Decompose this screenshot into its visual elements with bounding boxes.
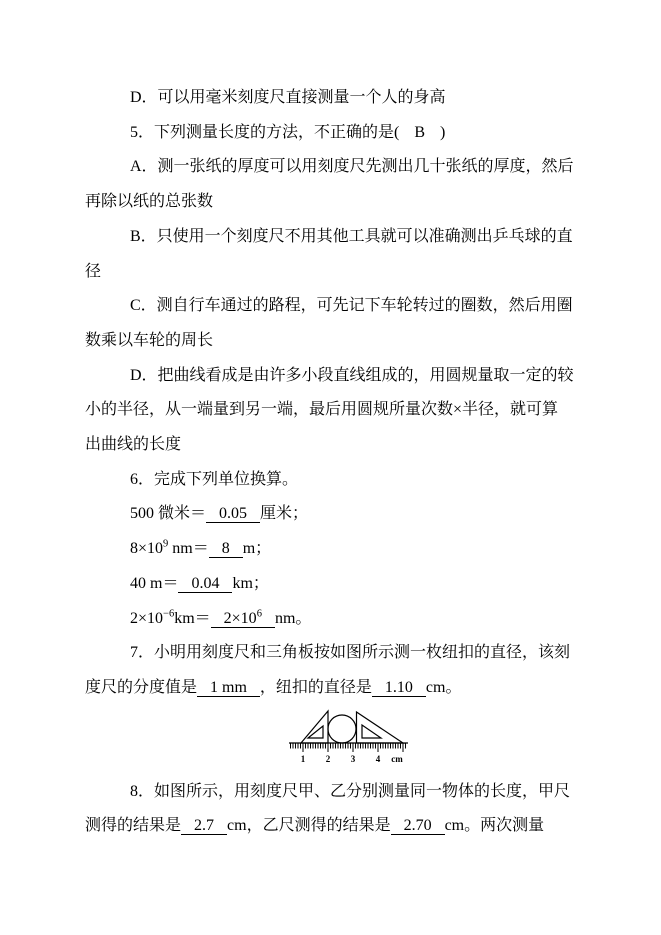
answer-blank — [206, 505, 260, 523]
text-run: 40 m＝ — [130, 574, 179, 592]
ruler-label-1: 1 — [300, 753, 306, 764]
text-run: 小的半径，从一端量到另一端，最后用圆规所量次数×半径，就可算 — [85, 401, 559, 419]
q6-conversion-3 — [85, 567, 615, 602]
text-run: B — [414, 123, 426, 141]
text-run: 6．完成下列单位换算。 — [130, 470, 299, 488]
text-run: 度尺的分度值是 — [85, 678, 198, 696]
q5-stem — [85, 116, 615, 151]
q5-option-d-line1 — [85, 359, 615, 394]
text-run: 8．如图所示，用刻度尺甲、乙分别测量同一物体的长度，甲尺 — [130, 782, 571, 800]
text-run: 2×10 — [223, 609, 257, 627]
text-run: 2.70 — [403, 817, 432, 835]
text-run: cm，乙尺测得的结果是 — [227, 817, 391, 835]
q6-conversion-1 — [85, 497, 615, 532]
text-run: 再除以纸的总张数 — [85, 193, 214, 211]
q5-option-a-line1 — [85, 150, 615, 185]
text-run: 2.7 — [194, 817, 215, 835]
answer-blank — [391, 817, 445, 835]
ruler-label-2: 2 — [325, 753, 331, 764]
q5-option-b-line1 — [85, 220, 615, 255]
q5-option-b-line2 — [85, 255, 615, 290]
text-run: 0.04 — [191, 574, 220, 592]
ruler-label-4: 4 — [375, 753, 381, 764]
text-run: cm。两次测量 — [444, 817, 545, 835]
text-run: 8×10 — [130, 540, 164, 558]
q7-measurement-figure — [85, 706, 615, 775]
text-run: 7．小明用刻度尺和三角板按如图所示测一枚纽扣的直径，该刻 — [130, 644, 571, 662]
text-run: km＝ — [174, 609, 211, 627]
text-run: 1 mm — [210, 678, 247, 696]
text-run: cm。 — [425, 678, 462, 696]
text-run: 径 — [85, 262, 102, 280]
q7-stem-line2 — [85, 671, 615, 706]
answer-blank — [209, 540, 243, 558]
ruler-figure-svg — [285, 706, 412, 772]
text-run: D．把曲线看成是由许多小段直线组成的，用圆规量取一定的较 — [130, 366, 574, 384]
q4-option-d — [85, 81, 615, 116]
q5-option-d-line2 — [85, 393, 615, 428]
ruler-unit-label: cm — [391, 753, 403, 764]
text-run: 8 — [221, 540, 230, 558]
q5-option-c-line1 — [85, 289, 615, 324]
text-run: C．测自行车通过的路程，可先记下车轮转过的圈数，然后用圈 — [130, 297, 573, 315]
text-run: 数乘以车轮的周长 — [85, 331, 214, 349]
text-run: 0.05 — [219, 505, 248, 523]
ruler-label-3: 3 — [350, 753, 356, 764]
text-run: 出曲线的长度 — [85, 436, 182, 454]
text-run: B．只使用一个刻度尺不用其他工具就可以准确测出乒乓球的直 — [130, 227, 573, 245]
text-run: A．测一张纸的厚度可以用刻度尺先测出几十张纸的厚度，然后 — [130, 158, 574, 176]
text-run: 500 微米＝ — [130, 505, 207, 523]
q8-stem-line1 — [85, 775, 615, 810]
text-run: 5．下列测量长度的方法，不正确的是( — [130, 123, 400, 141]
superscript-text: −6 — [163, 608, 175, 620]
text-run: 2×10 — [130, 609, 164, 627]
button-circle — [328, 715, 356, 743]
q5-option-c-line2 — [85, 324, 615, 359]
text-run: 1.10 — [384, 678, 413, 696]
answer-blank — [372, 679, 426, 697]
text-run: ) — [440, 123, 446, 141]
text-run: D．可以用毫米刻度尺直接测量一个人的身高 — [130, 89, 446, 106]
text-run: 厘米； — [260, 505, 309, 523]
q6-conversion-4 — [85, 602, 615, 637]
text-run: ，纽扣的直径是 — [259, 678, 372, 696]
superscript-text: 9 — [163, 538, 169, 550]
text-run: km； — [232, 574, 269, 592]
superscript-text: 6 — [256, 608, 262, 620]
answer-blank — [181, 817, 227, 835]
text-run: nm。 — [274, 609, 312, 627]
q8-stem-line2 — [85, 809, 615, 844]
q7-stem-line1 — [85, 636, 615, 671]
document-content — [85, 81, 615, 844]
q6-stem — [85, 463, 615, 498]
answer-blank — [178, 575, 232, 593]
answer-blank — [211, 610, 275, 628]
ruler-ticks — [291, 743, 406, 752]
q5-option-a-line2 — [85, 185, 615, 220]
text-run: m； — [242, 540, 272, 558]
text-run: 测得的结果是 — [85, 817, 182, 835]
text-run: nm＝ — [168, 540, 209, 558]
q5-option-d-line3 — [85, 428, 615, 463]
q6-conversion-2 — [85, 532, 615, 567]
answer-blank — [197, 679, 260, 697]
